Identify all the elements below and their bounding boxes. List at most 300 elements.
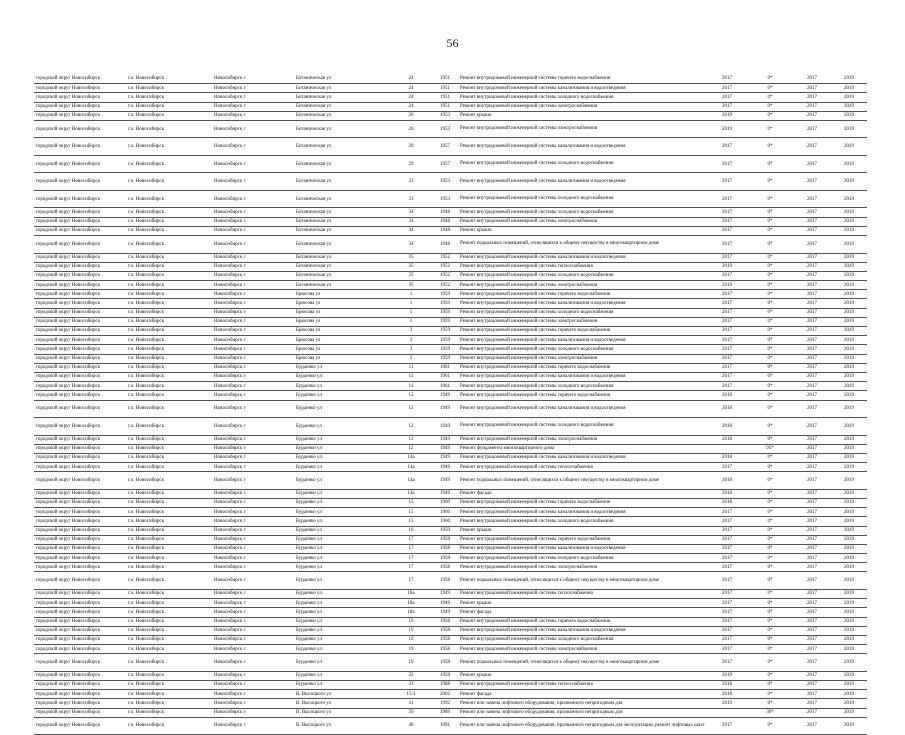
cell-street: Бурденко ул xyxy=(294,572,390,590)
cell-okrug: городской округ Новосибирск xyxy=(34,498,126,507)
table-row xyxy=(34,271,867,280)
housing-repair-table xyxy=(34,75,867,735)
cell-okrug: городской округ Новосибирск xyxy=(34,354,126,363)
cell-plan-year: 2017 xyxy=(707,635,747,644)
cell-street: Ботаническая ул xyxy=(294,190,390,208)
cell-okrug: городской округ Новосибирск xyxy=(34,281,126,290)
cell-house: 15 xyxy=(390,517,432,526)
cell-city: Новосибирск г xyxy=(212,400,294,418)
cell-period-start: 2017 xyxy=(793,498,831,507)
cell-built-year: 1949 xyxy=(432,472,458,490)
cell-built-year: 1991 xyxy=(432,717,458,735)
cell-okrug: городской округ Новосибирск xyxy=(34,262,126,271)
cell-city: Новосибирск г xyxy=(212,226,294,235)
cell-okrug: городской округ Новосибирск xyxy=(34,400,126,418)
cell-go: г.о. Новосибирск xyxy=(126,308,212,317)
cell-built-year: 1948 xyxy=(432,226,458,235)
cell-period-end: 2019 xyxy=(831,508,867,517)
table-row xyxy=(34,327,867,336)
cell-city: Новосибирск г xyxy=(212,671,294,680)
cell-period-start: 2017 xyxy=(793,608,831,617)
cell-work-type: Ремонт внутридомовой инженерной системы холодного водоснабжения xyxy=(458,190,707,208)
cell-period-end: 2019 xyxy=(831,535,867,544)
cell-okrug: городской округ Новосибирск xyxy=(34,382,126,391)
cell-period-end: 2019 xyxy=(831,372,867,381)
table-row xyxy=(34,363,867,372)
cell-okrug: городской округ Новосибирск xyxy=(34,699,126,708)
table-row xyxy=(34,308,867,317)
cell-okrug: городской округ Новосибирск xyxy=(34,617,126,626)
cell-period-end: 2019 xyxy=(831,208,867,217)
cell-status: 0* xyxy=(747,654,793,672)
cell-street: Бурденко ул xyxy=(294,363,390,372)
cell-street: Ботаническая ул xyxy=(294,120,390,138)
table-row xyxy=(34,508,867,517)
cell-period-start: 2017 xyxy=(793,654,831,672)
cell-plan-year: 2017 xyxy=(707,608,747,617)
cell-status: 0* xyxy=(747,535,793,544)
cell-period-start: 2017 xyxy=(793,93,831,102)
cell-work-type: Ремонт внутридомовой инженерной системы канализования и водоотведения xyxy=(458,544,707,553)
cell-go: г.о. Новосибирск xyxy=(126,654,212,672)
cell-okrug: городской округ Новосибирск xyxy=(34,444,126,453)
cell-built-year: 1958 xyxy=(432,617,458,626)
cell-built-year: 1958 xyxy=(432,635,458,644)
table-row xyxy=(34,472,867,490)
cell-city: Новосибирск г xyxy=(212,262,294,271)
cell-plan-year: 2017 xyxy=(707,271,747,280)
cell-street: Бурденко ул xyxy=(294,680,390,689)
cell-period-start: 2017 xyxy=(793,84,831,93)
cell-plan-year: 2018 xyxy=(707,489,747,498)
cell-okrug: городской округ Новосибирск xyxy=(34,217,126,226)
cell-city: Новосибирск г xyxy=(212,155,294,173)
cell-street: Бурденко ул xyxy=(294,372,390,381)
cell-period-start: 2017 xyxy=(793,391,831,400)
cell-status: 0* xyxy=(747,317,793,326)
cell-house: 14а xyxy=(390,489,432,498)
table-row xyxy=(34,671,867,680)
cell-built-year: 1953 xyxy=(432,190,458,208)
cell-okrug: городской округ Новосибирск xyxy=(34,308,126,317)
cell-status: 0* xyxy=(747,382,793,391)
cell-status: 0* xyxy=(747,93,793,102)
cell-period-end: 2019 xyxy=(831,226,867,235)
cell-city: Новосибирск г xyxy=(212,617,294,626)
cell-okrug: городской округ Новосибирск xyxy=(34,472,126,490)
cell-okrug: городской округ Новосибирск xyxy=(34,708,126,717)
cell-street: Ботаническая ул xyxy=(294,155,390,173)
table-row xyxy=(34,708,867,717)
cell-okrug: городской округ Новосибирск xyxy=(34,418,126,436)
cell-okrug: городской округ Новосибирск xyxy=(34,635,126,644)
cell-street: Бурденко ул xyxy=(294,418,390,436)
table-row xyxy=(34,526,867,535)
cell-built-year: 1958 xyxy=(432,654,458,672)
cell-okrug: городской округ Новосибирск xyxy=(34,671,126,680)
table-row xyxy=(34,589,867,598)
cell-go: г.о. Новосибирск xyxy=(126,645,212,654)
cell-period-start: 2017 xyxy=(793,626,831,635)
cell-house: 26 xyxy=(390,111,432,120)
cell-work-type: Ремонт внутридомовой инженерной системы канализования и водоотведения xyxy=(458,400,707,418)
cell-city: Новосибирск г xyxy=(212,690,294,699)
cell-plan-year: 2017 xyxy=(707,155,747,173)
cell-street: Бурденко ул xyxy=(294,400,390,418)
cell-house: 35 xyxy=(390,262,432,271)
cell-house: 34 xyxy=(390,208,432,217)
cell-work-type: Ремонт внутридомовой инженерной системы теплоснабжения xyxy=(458,589,707,598)
cell-period-start: 2017 xyxy=(793,544,831,553)
cell-status: 0* xyxy=(747,262,793,271)
cell-period-end: 2019 xyxy=(831,345,867,354)
cell-work-type: Ремонт подвальных помещений, относящихся к общему имуществу в многоквартирном доме xyxy=(458,472,707,490)
cell-period-start: 2017 xyxy=(793,708,831,717)
cell-house: 16 xyxy=(390,526,432,535)
cell-street: Бурденко ул xyxy=(294,391,390,400)
cell-period-end: 2019 xyxy=(831,489,867,498)
cell-okrug: городской округ Новосибирск xyxy=(34,75,126,84)
cell-house: 24 xyxy=(390,93,432,102)
cell-okrug: городской округ Новосибирск xyxy=(34,626,126,635)
table-row xyxy=(34,190,867,208)
cell-built-year: 1958 xyxy=(432,572,458,590)
cell-city: Новосибирск г xyxy=(212,391,294,400)
cell-city: Новосибирск г xyxy=(212,508,294,517)
cell-work-type: Ремонт внутридомовой инженерной системы холодного водоснабжения xyxy=(458,345,707,354)
table-row xyxy=(34,336,867,345)
cell-plan-year: 2017 xyxy=(707,336,747,345)
cell-status: 0* xyxy=(747,138,793,156)
cell-built-year: 1959 xyxy=(432,336,458,345)
cell-street: Бурденко ул xyxy=(294,435,390,444)
cell-period-end: 2019 xyxy=(831,190,867,208)
cell-status: 95* xyxy=(747,444,793,453)
cell-city: Новосибирск г xyxy=(212,517,294,526)
cell-plan-year: 2017 xyxy=(707,645,747,654)
cell-house: 32 xyxy=(390,671,432,680)
cell-house: 39 xyxy=(390,708,432,717)
cell-go: г.о. Новосибирск xyxy=(126,708,212,717)
cell-house: 1 xyxy=(390,317,432,326)
cell-status: 0* xyxy=(747,102,793,111)
cell-status: 0* xyxy=(747,236,793,254)
cell-work-type: Ремонт внутридомовой инженерной системы холодного водоснабжения xyxy=(458,208,707,217)
table-row xyxy=(34,572,867,590)
cell-plan-year: 2019 xyxy=(707,281,747,290)
cell-city: Новосибирск г xyxy=(212,327,294,336)
cell-city: Новосибирск г xyxy=(212,635,294,644)
cell-go: г.о. Новосибирск xyxy=(126,120,212,138)
cell-status: 0* xyxy=(747,717,793,735)
table-row xyxy=(34,498,867,507)
cell-plan-year: 2017 xyxy=(707,345,747,354)
cell-house: 15/1 xyxy=(390,690,432,699)
cell-period-end: 2019 xyxy=(831,654,867,672)
cell-status: 0* xyxy=(747,599,793,608)
cell-go: г.о. Новосибирск xyxy=(126,299,212,308)
cell-built-year: 1961 xyxy=(432,363,458,372)
cell-street: Бурденко ул xyxy=(294,671,390,680)
cell-period-start: 2017 xyxy=(793,308,831,317)
cell-built-year: 1959 xyxy=(432,345,458,354)
cell-city: Новосибирск г xyxy=(212,138,294,156)
cell-street: Ботаническая ул xyxy=(294,226,390,235)
cell-street: Ботаническая ул xyxy=(294,111,390,120)
cell-period-start: 2017 xyxy=(793,635,831,644)
cell-period-end: 2019 xyxy=(831,217,867,226)
cell-plan-year: 2017 xyxy=(707,599,747,608)
cell-period-end: 2019 xyxy=(831,400,867,418)
table-row xyxy=(34,535,867,544)
cell-period-end: 2019 xyxy=(831,699,867,708)
cell-plan-year: 2018 xyxy=(707,498,747,507)
cell-status: 0* xyxy=(747,281,793,290)
cell-house: 17 xyxy=(390,544,432,553)
cell-plan-year: 2017 xyxy=(707,563,747,572)
cell-okrug: городской округ Новосибирск xyxy=(34,526,126,535)
cell-plan-year: 2017 xyxy=(707,363,747,372)
cell-built-year: 1949 xyxy=(432,453,458,462)
cell-okrug: городской округ Новосибирск xyxy=(34,489,126,498)
cell-go: г.о. Новосибирск xyxy=(126,190,212,208)
cell-go: г.о. Новосибирск xyxy=(126,111,212,120)
cell-house: 14а xyxy=(390,453,432,462)
cell-period-start: 2017 xyxy=(793,271,831,280)
cell-house: 11 xyxy=(390,382,432,391)
cell-okrug: городской округ Новосибирск xyxy=(34,299,126,308)
cell-house: 40 xyxy=(390,717,432,735)
cell-status: 0* xyxy=(747,544,793,553)
cell-plan-year: 2019 xyxy=(707,671,747,680)
cell-city: Новосибирск г xyxy=(212,572,294,590)
cell-plan-year: 2017 xyxy=(707,372,747,381)
cell-period-start: 2017 xyxy=(793,463,831,472)
cell-city: Новосибирск г xyxy=(212,290,294,299)
cell-street: Брюсова ул xyxy=(294,345,390,354)
cell-period-end: 2019 xyxy=(831,517,867,526)
cell-okrug: городской округ Новосибирск xyxy=(34,84,126,93)
cell-go: г.о. Новосибирск xyxy=(126,453,212,462)
cell-period-end: 2019 xyxy=(831,111,867,120)
table-row xyxy=(34,354,867,363)
cell-street: Ботаническая ул xyxy=(294,236,390,254)
cell-house: 34 xyxy=(390,226,432,235)
cell-okrug: городской округ Новосибирск xyxy=(34,717,126,735)
cell-status: 0* xyxy=(747,290,793,299)
cell-period-end: 2019 xyxy=(831,253,867,262)
cell-plan-year: 2017 xyxy=(707,226,747,235)
cell-period-end: 2019 xyxy=(831,84,867,93)
cell-city: Новосибирск г xyxy=(212,626,294,635)
cell-period-start: 2017 xyxy=(793,444,831,453)
cell-period-start: 2017 xyxy=(793,699,831,708)
cell-status: 0* xyxy=(747,617,793,626)
cell-period-start: 2017 xyxy=(793,535,831,544)
cell-city: Новосибирск г xyxy=(212,535,294,544)
cell-okrug: городской округ Новосибирск xyxy=(34,690,126,699)
cell-street: Ботаническая ул xyxy=(294,102,390,111)
cell-plan-year: 2017 xyxy=(707,317,747,326)
cell-house: 15 xyxy=(390,508,432,517)
cell-period-end: 2019 xyxy=(831,317,867,326)
cell-city: Новосибирск г xyxy=(212,317,294,326)
cell-period-start: 2017 xyxy=(793,508,831,517)
cell-city: Новосибирск г xyxy=(212,253,294,262)
cell-okrug: городской округ Новосибирск xyxy=(34,572,126,590)
cell-house: 29 xyxy=(390,138,432,156)
cell-go: г.о. Новосибирск xyxy=(126,418,212,436)
cell-built-year: 1958 xyxy=(432,535,458,544)
cell-house: 1 xyxy=(390,299,432,308)
cell-built-year: 1958 xyxy=(432,554,458,563)
cell-period-end: 2019 xyxy=(831,155,867,173)
cell-work-type: Ремонт внутридомовой инженерной системы канализования и водоотведения xyxy=(458,253,707,262)
cell-street: Бурденко ул xyxy=(294,472,390,490)
cell-period-start: 2017 xyxy=(793,572,831,590)
cell-house: 35 xyxy=(390,271,432,280)
cell-built-year: 1960 xyxy=(432,498,458,507)
cell-street: Ботаническая ул xyxy=(294,217,390,226)
cell-house: 33 xyxy=(390,173,432,191)
table-body xyxy=(34,75,867,735)
cell-go: г.о. Новосибирск xyxy=(126,345,212,354)
cell-period-start: 2017 xyxy=(793,299,831,308)
cell-status: 0* xyxy=(747,372,793,381)
cell-plan-year: 2017 xyxy=(707,554,747,563)
cell-plan-year: 2017 xyxy=(707,93,747,102)
cell-built-year: 1948 xyxy=(432,236,458,254)
cell-period-end: 2019 xyxy=(831,589,867,598)
cell-work-type: Ремонт крыши xyxy=(458,599,707,608)
cell-house: 12 xyxy=(390,391,432,400)
cell-plan-year: 2017 xyxy=(707,102,747,111)
cell-plan-year: 2018 xyxy=(707,472,747,490)
cell-go: г.о. Новосибирск xyxy=(126,526,212,535)
cell-period-end: 2019 xyxy=(831,708,867,717)
cell-plan-year: 2017 xyxy=(707,290,747,299)
cell-period-start: 2017 xyxy=(793,75,831,84)
cell-city: Новосибирск г xyxy=(212,608,294,617)
cell-house: 3 xyxy=(390,336,432,345)
cell-built-year: 1959 xyxy=(432,317,458,326)
cell-period-end: 2019 xyxy=(831,453,867,462)
cell-street: Ботаническая ул xyxy=(294,75,390,84)
cell-city: Новосибирск г xyxy=(212,190,294,208)
cell-go: г.о. Новосибирск xyxy=(126,671,212,680)
cell-period-start: 2017 xyxy=(793,138,831,156)
cell-okrug: городской округ Новосибирск xyxy=(34,599,126,608)
cell-period-start: 2017 xyxy=(793,717,831,735)
cell-built-year: 1948 xyxy=(432,217,458,226)
cell-period-end: 2019 xyxy=(831,102,867,111)
cell-city: Новосибирск г xyxy=(212,717,294,735)
cell-okrug: городской округ Новосибирск xyxy=(34,173,126,191)
cell-status: 0* xyxy=(747,517,793,526)
cell-period-start: 2017 xyxy=(793,217,831,226)
cell-plan-year: 2017 xyxy=(707,173,747,191)
cell-city: Новосибирск г xyxy=(212,463,294,472)
cell-house: 3 xyxy=(390,345,432,354)
cell-plan-year: 2017 xyxy=(707,217,747,226)
cell-period-start: 2017 xyxy=(793,563,831,572)
cell-okrug: городской округ Новосибирск xyxy=(34,554,126,563)
cell-work-type: Ремонт внутридомовой инженерной системы электроснабжения xyxy=(458,645,707,654)
cell-go: г.о. Новосибирск xyxy=(126,226,212,235)
cell-house: 24 xyxy=(390,75,432,84)
cell-okrug: городской округ Новосибирск xyxy=(34,102,126,111)
cell-status: 0* xyxy=(747,391,793,400)
cell-period-start: 2017 xyxy=(793,317,831,326)
cell-work-type: Ремонт внутридомовой инженерной системы электроснабжения xyxy=(458,120,707,138)
cell-status: 0* xyxy=(747,363,793,372)
cell-okrug: городской округ Новосибирск xyxy=(34,190,126,208)
cell-city: Новосибирск г xyxy=(212,345,294,354)
cell-plan-year: 2017 xyxy=(707,236,747,254)
cell-built-year: 1951 xyxy=(432,84,458,93)
cell-status: 0* xyxy=(747,155,793,173)
cell-go: г.о. Новосибирск xyxy=(126,253,212,262)
cell-okrug: городской округ Новосибирск xyxy=(34,363,126,372)
cell-status: 0* xyxy=(747,120,793,138)
cell-street: Бурденко ул xyxy=(294,626,390,635)
cell-plan-year: 2017 xyxy=(707,589,747,598)
cell-city: Новосибирск г xyxy=(212,336,294,345)
cell-city: Новосибирск г xyxy=(212,363,294,372)
cell-street: Бурденко ул xyxy=(294,635,390,644)
cell-city: Новосибирск г xyxy=(212,236,294,254)
cell-work-type: Ремонт внутридомовой инженерной системы холодного водоснабжения xyxy=(458,554,707,563)
cell-okrug: городской округ Новосибирск xyxy=(34,372,126,381)
cell-street: Бурденко ул xyxy=(294,535,390,544)
cell-house: 3 xyxy=(390,327,432,336)
cell-house: 24 xyxy=(390,84,432,93)
cell-city: Новосибирск г xyxy=(212,120,294,138)
cell-city: Новосибирск г xyxy=(212,489,294,498)
cell-go: г.о. Новосибирск xyxy=(126,544,212,553)
cell-period-end: 2019 xyxy=(831,391,867,400)
cell-go: г.о. Новосибирск xyxy=(126,699,212,708)
cell-work-type: Ремонт внутридомовой инженерной системы горячего водоснабжения xyxy=(458,363,707,372)
cell-period-start: 2017 xyxy=(793,363,831,372)
cell-house: 19 xyxy=(390,617,432,626)
cell-house: 18а xyxy=(390,589,432,598)
cell-plan-year: 2019 xyxy=(707,120,747,138)
cell-plan-year: 2017 xyxy=(707,382,747,391)
cell-house: 17 xyxy=(390,572,432,590)
cell-period-end: 2019 xyxy=(831,290,867,299)
cell-status: 0* xyxy=(747,299,793,308)
cell-status: 0* xyxy=(747,400,793,418)
cell-city: Новосибирск г xyxy=(212,93,294,102)
cell-go: г.о. Новосибирск xyxy=(126,589,212,598)
cell-period-start: 2017 xyxy=(793,400,831,418)
cell-period-end: 2019 xyxy=(831,262,867,271)
cell-house: 11 xyxy=(390,372,432,381)
cell-period-start: 2017 xyxy=(793,599,831,608)
cell-work-type: Ремонт внутридомовой инженерной системы теплоснабжения xyxy=(458,463,707,472)
cell-go: г.о. Новосибирск xyxy=(126,535,212,544)
cell-work-type: Ремонт внутридомовой инженерной системы холодного водоснабжения xyxy=(458,155,707,173)
cell-plan-year: 2017 xyxy=(707,75,747,84)
cell-house: 14а xyxy=(390,463,432,472)
cell-built-year: 1949 xyxy=(432,418,458,436)
cell-street: Ботаническая ул xyxy=(294,84,390,93)
cell-go: г.о. Новосибирск xyxy=(126,472,212,490)
cell-period-start: 2017 xyxy=(793,435,831,444)
table-row xyxy=(34,253,867,262)
cell-okrug: городской округ Новосибирск xyxy=(34,463,126,472)
